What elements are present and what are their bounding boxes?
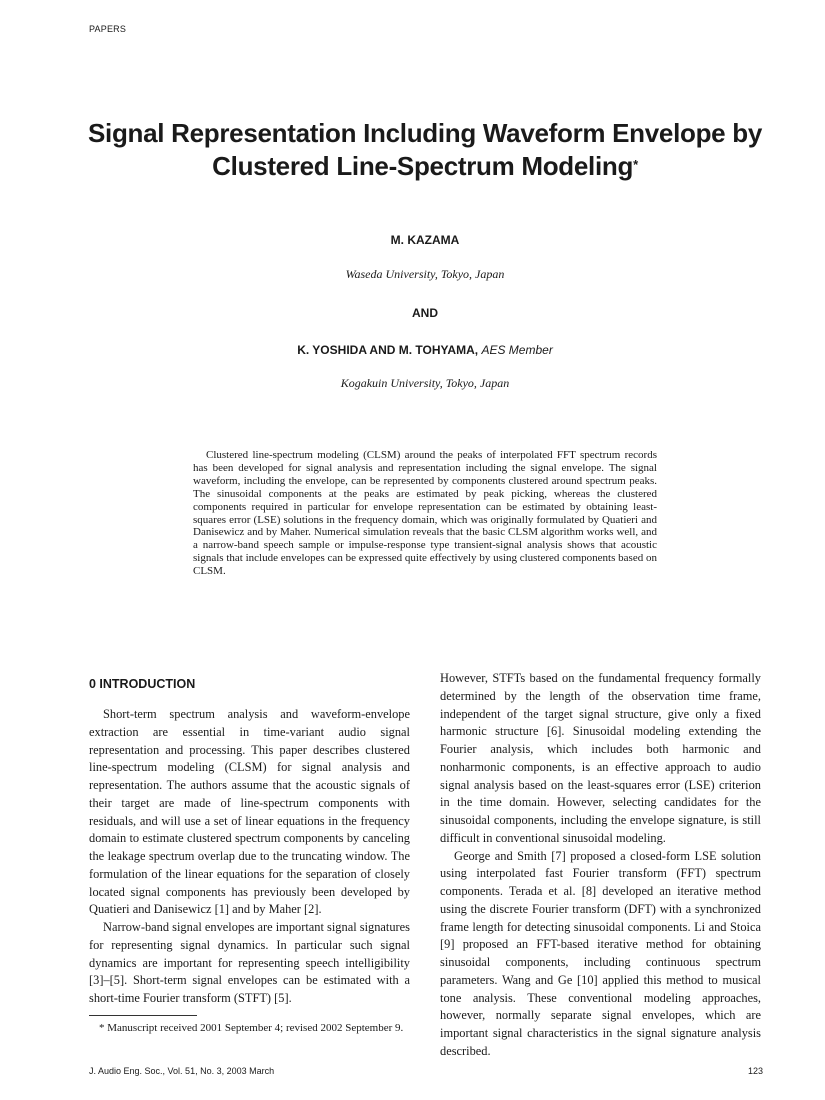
left-column [89,676,410,1008]
body-paragraph: However, STFTs based on the fundamental frequency formally determined by the length of the observation time frame, independent of the target signal structure, give only a fixed harmonic structure [6]. Sinusoidal modeling extending the Fourier analysis, which includes both harmonic and nonharmonic components, is an effective approach to audio signal analysis based on the least-squares error (LSE) criterion in the time domain. However, selecting candidates for the sinusoidal components, including the envelope signature, is still difficult in conventional sinusoidal modeling. [440,671,761,845]
title-line-2 [60,150,790,183]
body-paragraph: George and Smith [7] proposed a closed-form LSE solution using interpolated fast Fourier transform (FFT) spectrum components. Terada et al. [8] developed an iterative method using the discrete Fourier transform (DFT) with a synchronized frame length for detecting sinusoidal components. Li and Stoica [9] proposed an FFT-based iterative method for obtaining sinusoidal components, including continuous spectrum parameters. Wang and Ge [10] applied this method to musical tone analysis. These conventional modeling approaches, however, normally separate signal envelopes, which are important signal characteristics in the signal signature analysis described. [440,848,761,1058]
title-footnote-mark: * [633,157,638,172]
title-line-2-text: Clustered Line-Spectrum Modeling [212,151,634,181]
author-separator: AND [412,306,438,320]
section-label: PAPERS [89,24,127,34]
paper-title [60,117,790,183]
footnote-divider [89,1015,197,1016]
title-line-1: Signal Representation Including Waveform Envelope by [88,118,762,148]
body-paragraph: Narrow-band signal envelopes are important signal signatures for representing signal dynamics. In particular such signal dynamics are important for representing speech intelligibility [3]–[5]. Short-term signal envelopes can be estimated with a short-time Fourier transform (STFT) [5]. [89,920,410,1005]
second-authors [0,343,825,357]
second-authors-names: K. YOSHIDA AND M. TOHYAMA, [297,343,479,357]
aes-membership: AES Member [481,343,553,357]
page-number: 123 [747,1066,763,1076]
abstract: Clustered line-spectrum modeling (CLSM) around the peaks of interpolated FFT spectrum records has been developed for signal analysis and representation including the signal envelope. The signal waveform, including the envelope, can be represented by components clustered around spectrum peaks. The sinusoidal components at the peaks are estimated by peak picking, whereas the clustered components required in particular for envelope representation can be estimated by obtaining least-squares error (LSE) solutions in the frequency domain, which was originally formulated by Quatieri and Danisewicz and by Maher. Numerical simulation reveals that the basic CLSM algorithm works well, and a narrow-band speech sample or impulse-response type transient-signal analysis shows that acoustic signals that include envelopes can be expressed quite effectively by using clustered components based on CLSM. [193,449,657,578]
journal-citation: J. Audio Eng. Soc., Vol. 51, No. 3, 2003 March [89,1066,275,1076]
first-author: M. KAZAMA [390,233,460,247]
right-column [440,670,761,1061]
second-authors-affiliation: Kogakuin University, Tokyo, Japan [340,376,510,390]
footnote: * Manuscript received 2001 September 4; revised 2002 September 9. [99,1022,404,1034]
body-paragraph: Short-term spectrum analysis and waveform-envelope extraction are essential in time-variant audio signal representation and processing. This paper describes clustered line-spectrum modeling (CLSM) for signal analysis and representation. The authors assume that the acoustic signals of their target are made of line-spectrum components with residuals, and will use a set of linear equations in the frequency domain to estimate clustered spectrum components by canceling the leakage spectrum overlap due to the truncating window. The formulation of the linear equations for the separation of closely located signal components has previously been developed by Quatieri and Danisewicz [1] and by Maher [2]. [89,707,410,917]
section-heading: 0 INTRODUCTION [89,677,196,691]
first-author-affiliation: Waseda University, Tokyo, Japan [345,267,505,281]
